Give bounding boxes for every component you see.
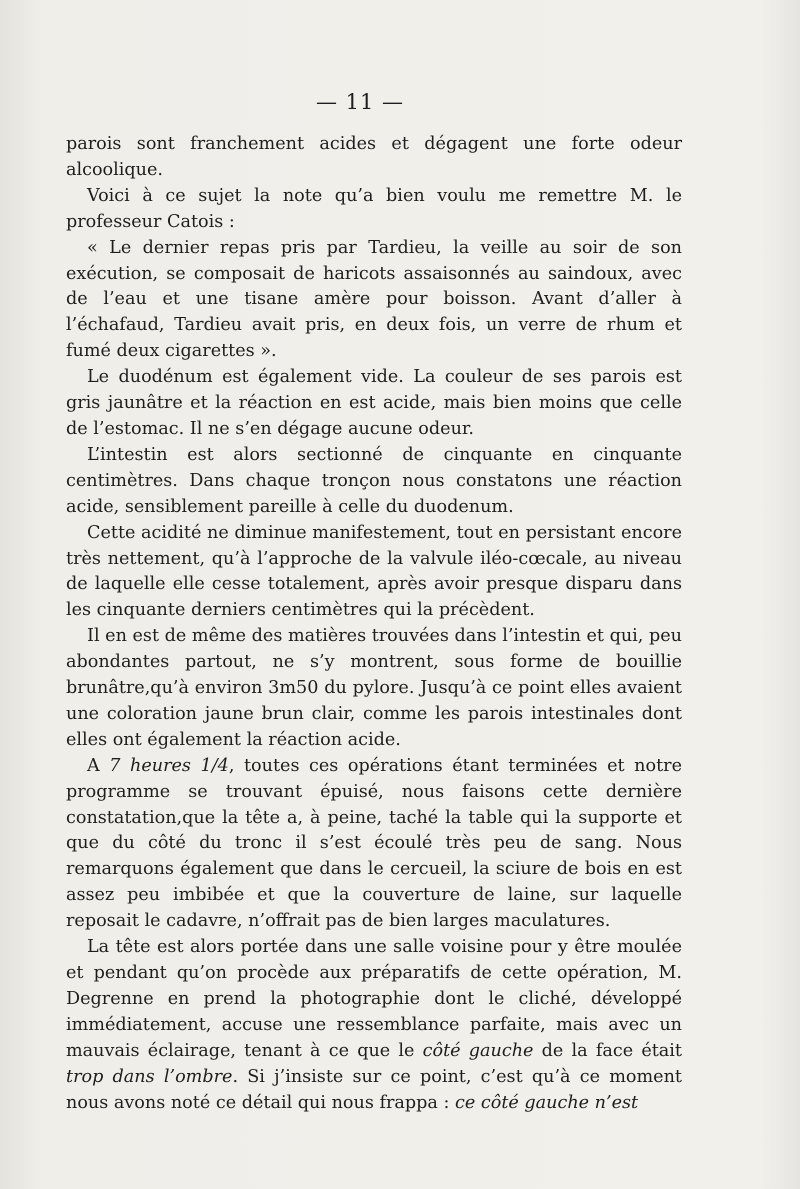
text-segment: L’intestin est alors sectionné de cinquante en cinquante centimètres. Dans chaque tronçon nous constatons une réaction acide, sensiblement pareille à celle du duodenum.	[66, 444, 682, 517]
body-text	[66, 132, 682, 1116]
text-segment: Le duodénum est également vide. La couleur de ses parois est gris jaunâtre et la réaction en est acide, mais bien moins que celle de l’estomac. Il ne s’en dégage aucune odeur.	[66, 367, 682, 439]
paragraph	[66, 184, 682, 236]
paragraph	[66, 521, 682, 625]
text-segment: « Le dernier repas pris par Tardieu, la veille au soir de son exécution, se composait de haricots assaisonnés au saindoux, avec de l’eau et une tisane amère pour boisson. Avant d’aller à l’échafaud, Tardieu avait pris, en deux fois, un verre de rhum et fumé deux cigarettes ».	[66, 237, 682, 362]
paragraph	[66, 624, 682, 754]
text-segment: . Si j’insiste sur ce point, c’est qu’à ce moment nous avons noté ce détail qui nous frappa :	[66, 1066, 682, 1113]
paragraph	[66, 236, 682, 366]
page-number: — 11 —	[315, 90, 405, 114]
italic-text: trop dans l’ombre	[66, 1066, 233, 1087]
paragraph	[66, 935, 682, 1116]
text-segment: , toutes ces opérations étant terminées et notre programme se trouvant épuisé, nous faisons cette dernière constatation,que la tête a, à peine, taché la table qui la supporte et que du côté du tronc il s’est écoulé très peu de sang. Nous remarquons également que dans le cercueil, la sciure de bois en est assez peu imbibée et que la couverture de laine, sur laquelle reposait le cadavre, n’offrait pas de bien larges maculatures.	[66, 755, 682, 932]
text-segment: de la face était	[533, 1040, 682, 1061]
text-segment: parois sont franchement acides et dégagent une forte odeur alcoolique.	[66, 134, 682, 180]
italic-text: côté gauche	[422, 1040, 534, 1061]
paragraph	[66, 365, 682, 443]
paragraph	[66, 132, 682, 184]
paragraph	[66, 443, 682, 521]
paragraph	[66, 754, 682, 935]
text-segment: A	[87, 755, 110, 776]
text-segment: La tête est alors portée dans une salle voisine pour y être moulée et pendant qu’on procède aux préparatifs de cette opération, M. Degrenne en prend la photographie dont le cliché, développé immédiatement, accuse une ressemblance parfaite, mais avec un mauvais éclairage, tenant à ce que le	[66, 937, 682, 1061]
text-segment: Cette acidité ne diminue manifestement, tout en persistant encore très nettement, qu’à l’approche de la valvule iléo-cœcale, au niveau de laquelle elle cesse totalement, après avoir presque disparu dans les cinquante derniers centimètres qui la précèdent.	[66, 522, 682, 621]
text-segment: Voici à ce sujet la note qu’a bien voulu me remettre M. le professeur Catois :	[66, 185, 682, 232]
text-segment: Il en est de même des matières trouvées dans l’intestin et qui, peu abondantes partout, ne s’y montrent, sous forme de bouillie brunâtre,qu’à environ 3m50 du pylore. Jusqu’à ce point elles avaient une coloration jaune brun clair, comme les parois intestinales dont elles ont également la réaction acide.	[66, 626, 682, 750]
italic-text: ce côté gauche n’est	[455, 1092, 639, 1113]
italic-text: 7 heures 1/4	[109, 755, 229, 776]
